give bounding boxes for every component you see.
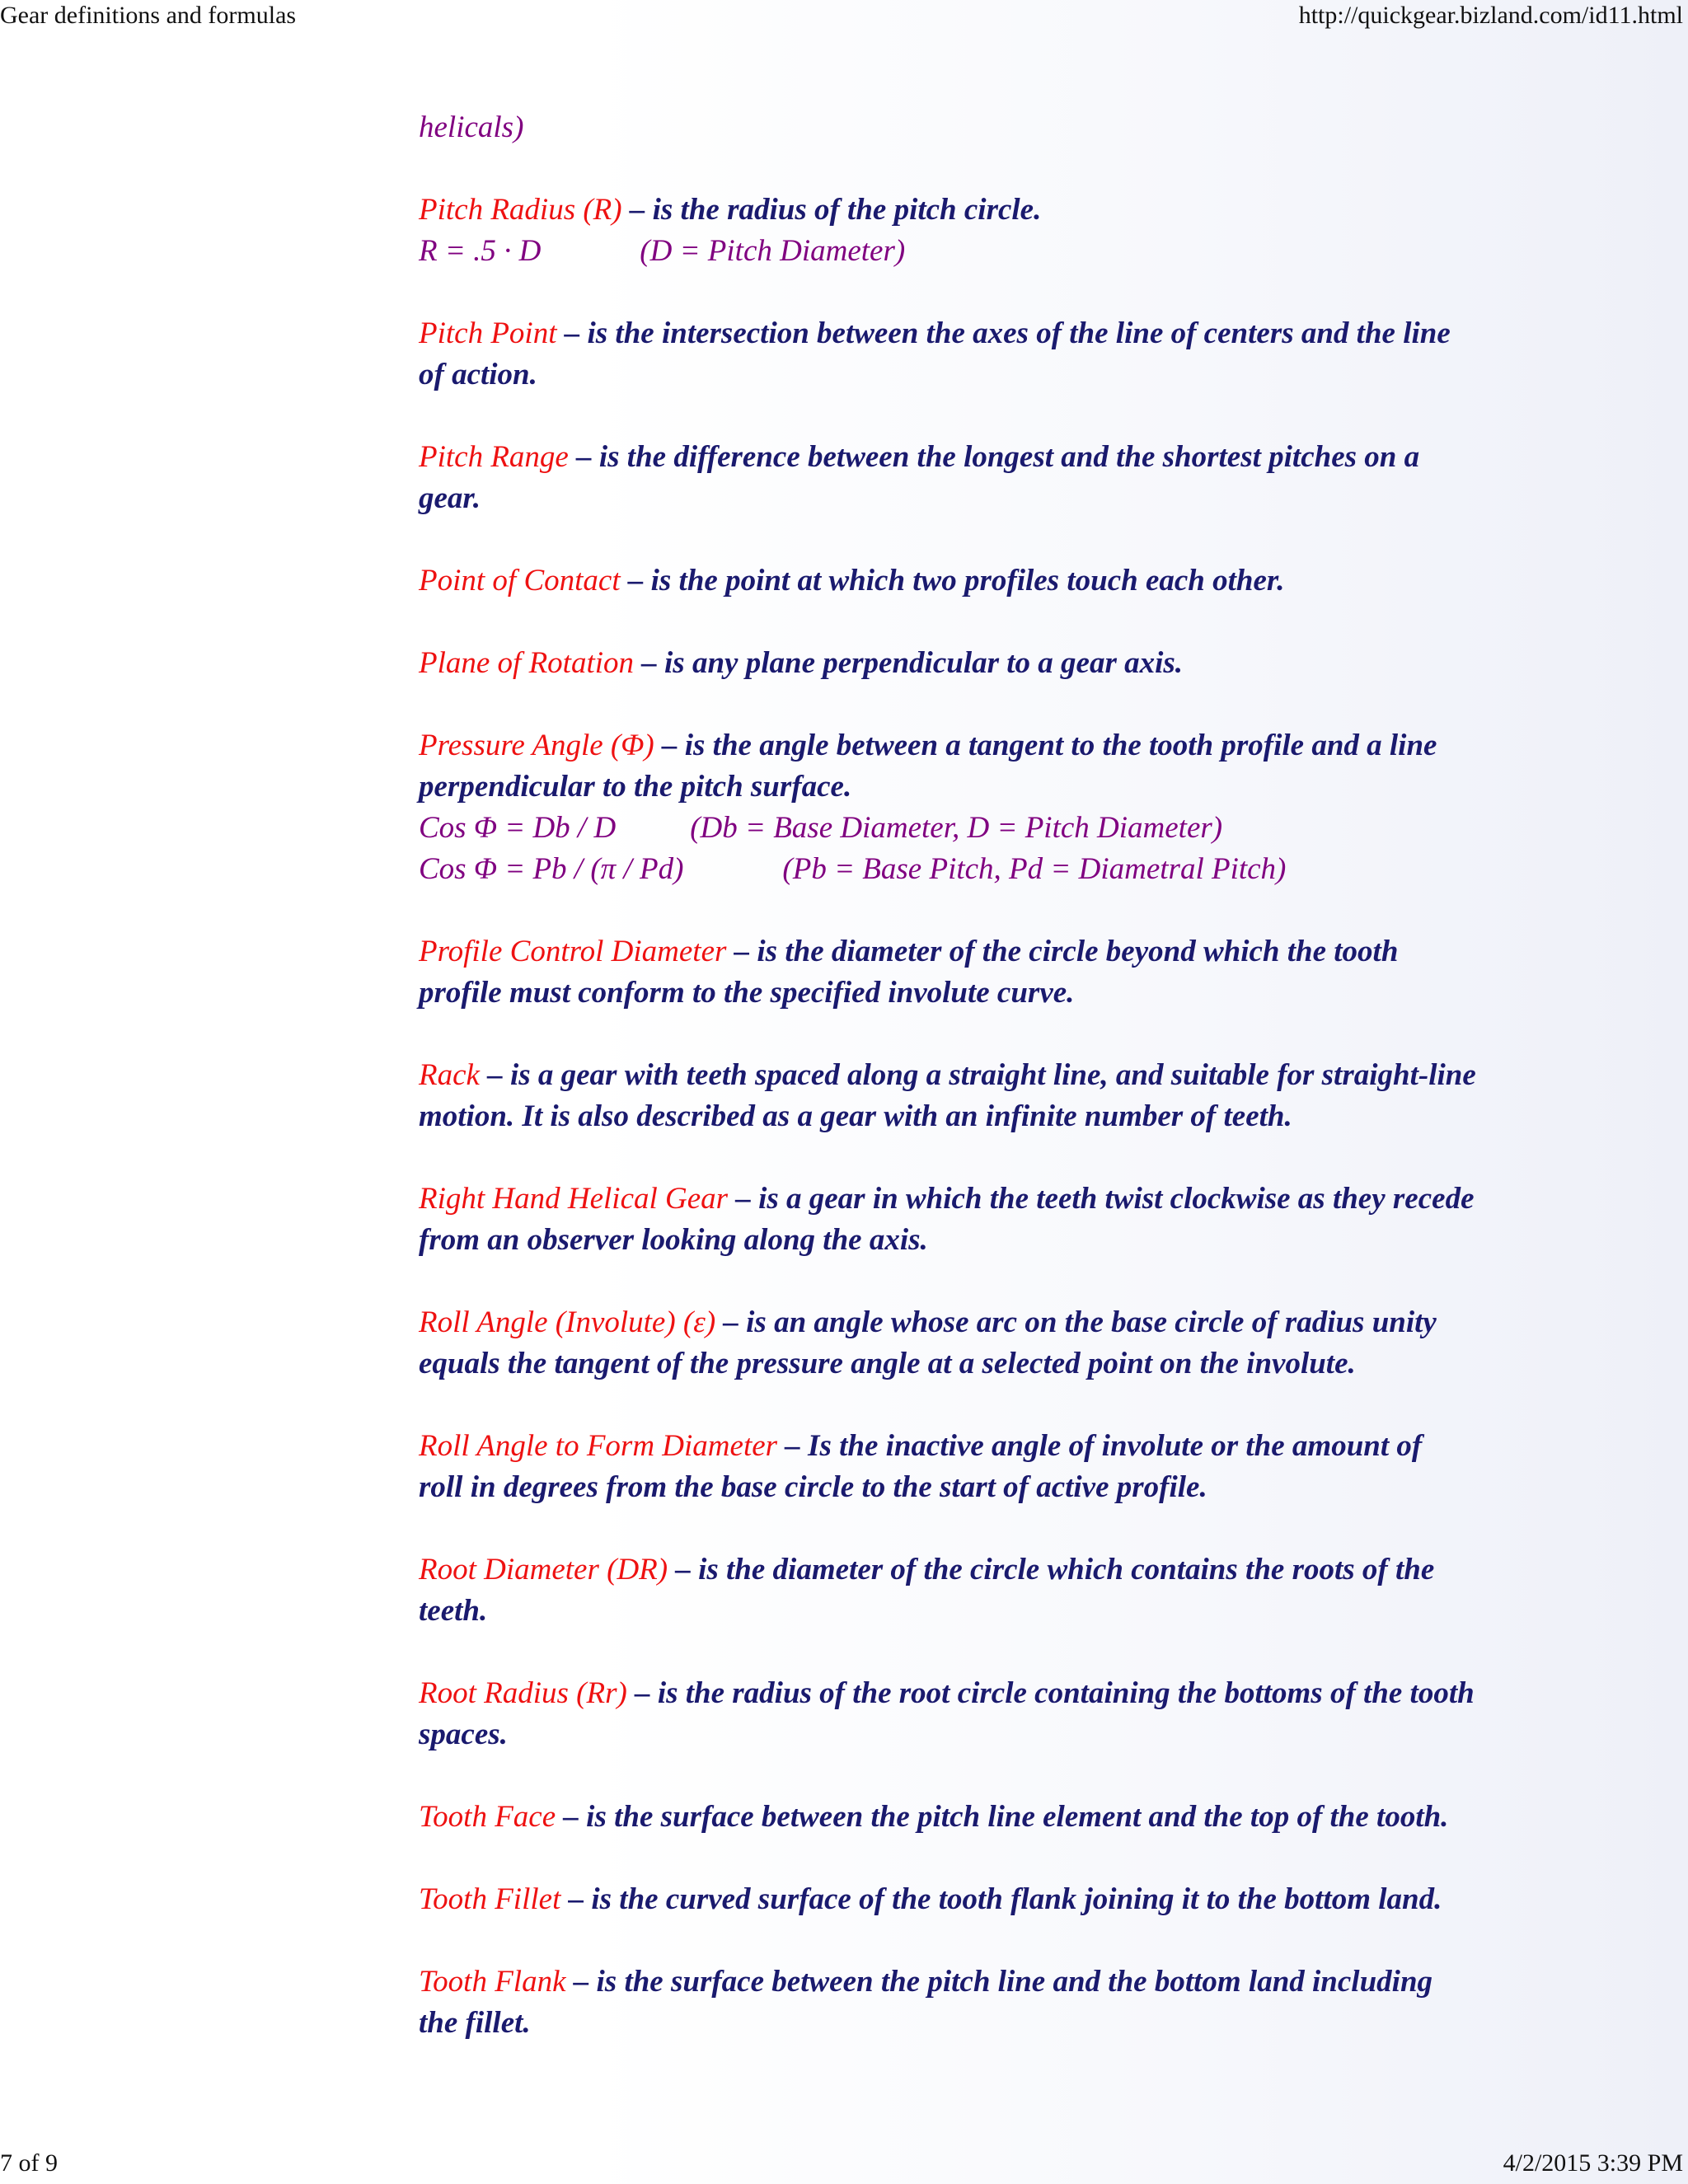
definition-tooth-fillet xyxy=(419,1879,1622,1920)
definition-text-continued: equals the tangent of the pressure angle at a selected point on the involute. xyxy=(419,1347,1356,1380)
definition-text-continued: motion. It is also described as a gear with an infinite number of teeth. xyxy=(419,1099,1292,1133)
definition-text-continued: roll in degrees from the base circle to the start of active profile. xyxy=(419,1470,1207,1504)
formula-note: (Pb = Base Pitch, Pd = Diametral Pitch) xyxy=(782,852,1287,886)
definition-text: – is an angle whose arc on the base circle of radius unity xyxy=(715,1305,1437,1339)
definition-roll-angle-to-form-diameter xyxy=(419,1426,1622,1508)
term-label: Root Diameter (DR) xyxy=(419,1553,668,1586)
definition-pressure-angle xyxy=(419,725,1622,890)
definition-text-continued: perpendicular to the pitch surface. xyxy=(419,770,852,804)
term-label: Roll Angle (Involute) (ε) xyxy=(419,1305,716,1339)
definition-rack xyxy=(419,1055,1622,1137)
term-label: Root Radius (Rr) xyxy=(419,1676,627,1710)
definition-text-continued: of action. xyxy=(419,358,537,391)
definition-text: – is the surface between the pitch line element and the top of the tooth. xyxy=(556,1800,1449,1834)
definition-text: – is the radius of the pitch circle. xyxy=(621,193,1042,227)
definition-pitch-point xyxy=(419,313,1622,396)
formula-note: (Db = Base Diameter, D = Pitch Diameter) xyxy=(690,811,1223,845)
definition-text: – is the intersection between the axes of the line of centers and the line xyxy=(556,316,1451,350)
definition-text-continued: the fillet. xyxy=(419,2006,531,2040)
continuation-text: helicals) xyxy=(419,110,524,144)
definition-text-continued: spaces. xyxy=(419,1718,508,1751)
page-number: 7 of 9 xyxy=(0,2149,58,2177)
definition-text: – is the angle between a tangent to the tooth profile and a line xyxy=(654,729,1437,762)
definition-text: – is the diameter of the circle beyond which the tooth xyxy=(726,935,1399,968)
definition-pitch-range xyxy=(419,437,1622,519)
term-label: Pitch Point xyxy=(419,316,557,350)
print-header xyxy=(0,0,1688,35)
term-label: Tooth Face xyxy=(419,1800,556,1834)
term-label: Roll Angle to Form Diameter xyxy=(419,1429,778,1463)
definition-text: – is any plane perpendicular to a gear axis. xyxy=(634,646,1184,680)
print-footer xyxy=(0,2149,1688,2182)
definition-text: – is the surface between the pitch line and the bottom land including xyxy=(565,1965,1433,1999)
definition-text-continued: profile must conform to the specified involute curve. xyxy=(419,976,1075,1010)
term-label: Tooth Fillet xyxy=(419,1882,561,1916)
term-label: Profile Control Diameter xyxy=(419,935,727,968)
definition-text-continued: teeth. xyxy=(419,1594,488,1628)
definition-profile-control-diameter xyxy=(419,931,1622,1014)
definition-text-continued: from an observer looking along the axis. xyxy=(419,1223,928,1257)
source-url: http://quickgear.bizland.com/id11.html xyxy=(1298,2,1683,29)
definition-tooth-face xyxy=(419,1797,1622,1838)
continuation-paragraph xyxy=(419,107,1622,148)
term-label: Tooth Flank xyxy=(419,1965,566,1999)
formula-text: Cos Φ = Pb / (π / Pd) xyxy=(419,852,684,886)
formula-text: Cos Φ = Db / D xyxy=(419,811,617,845)
definition-root-radius xyxy=(419,1673,1622,1755)
definitions-content xyxy=(419,107,1622,2085)
definition-pitch-radius xyxy=(419,190,1622,272)
term-label: Plane of Rotation xyxy=(419,646,635,680)
term-label: Right Hand Helical Gear xyxy=(419,1182,729,1216)
definition-text: – is the curved surface of the tooth flank joining it to the bottom land. xyxy=(560,1882,1442,1916)
definition-root-diameter xyxy=(419,1549,1622,1632)
definition-text: – is the radius of the root circle containing the bottoms of the tooth xyxy=(626,1676,1475,1710)
definition-text: – is the diameter of the circle which contains the roots of the xyxy=(668,1553,1435,1586)
definition-tooth-flank xyxy=(419,1961,1622,2044)
definition-text: – is a gear with teeth spaced along a straight line, and suitable for straight-line xyxy=(479,1058,1476,1092)
definition-text: – is a gear in which the teeth twist clockwise as they recede xyxy=(728,1182,1475,1216)
formula-text: R = .5 · D xyxy=(419,234,542,268)
document-title: Gear definitions and formulas xyxy=(0,2,297,29)
definition-text: – Is the inactive angle of involute or the amount of xyxy=(777,1429,1423,1463)
definition-right-hand-helical-gear xyxy=(419,1179,1622,1261)
term-label: Rack xyxy=(419,1058,480,1092)
definition-plane-of-rotation xyxy=(419,643,1622,684)
term-label: Pitch Radius (R) xyxy=(419,193,622,227)
term-label: Point of Contact xyxy=(419,564,621,598)
term-label: Pressure Angle (Φ) xyxy=(419,729,654,762)
formula-note: (D = Pitch Diameter) xyxy=(640,234,906,268)
definition-point-of-contact xyxy=(419,560,1622,602)
definition-text: – is the point at which two profiles touch each other. xyxy=(620,564,1285,598)
definition-roll-angle-involute xyxy=(419,1302,1622,1385)
definition-text-continued: gear. xyxy=(419,481,481,515)
term-label: Pitch Range xyxy=(419,440,569,474)
definition-text: – is the difference between the longest and the shortest pitches on a xyxy=(568,440,1420,474)
print-datetime: 4/2/2015 3:39 PM xyxy=(1503,2149,1683,2177)
